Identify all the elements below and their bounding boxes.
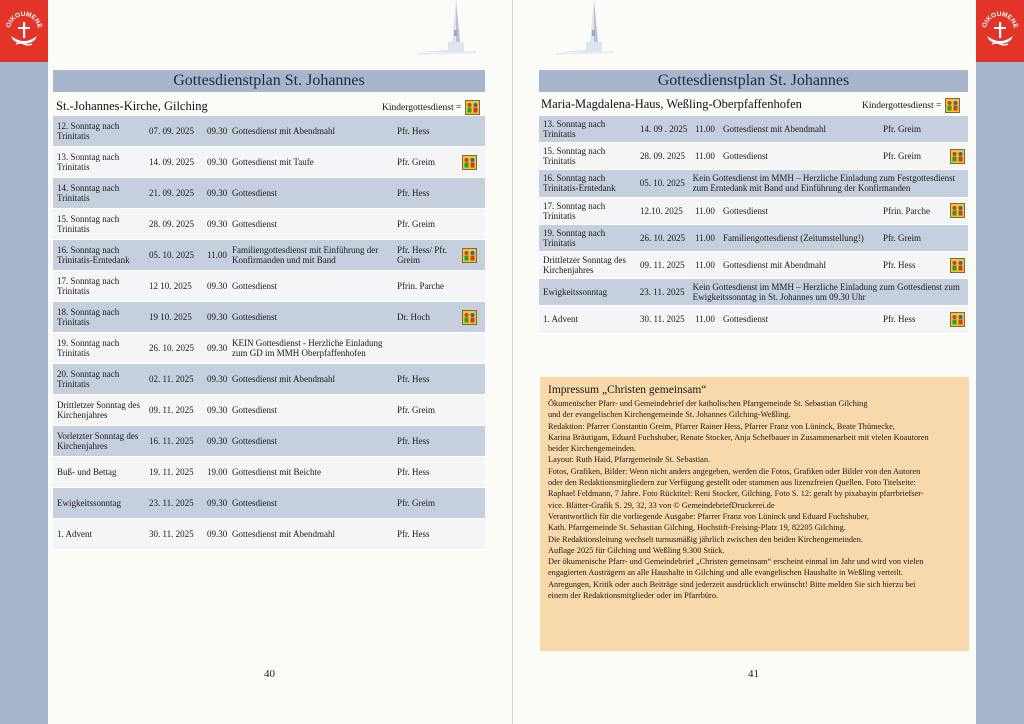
impressum-line: Ökumenischer Pfarr- und Gemeindebrief der katholischen Pfarrgemeinde St. Sebastian Gilching xyxy=(548,399,868,408)
service-date: 28. 09. 2025 xyxy=(640,151,685,162)
service-time: 11.00 xyxy=(695,314,715,325)
service-type: Gottesdienst mit Abendmahl xyxy=(723,124,826,135)
table-row xyxy=(539,279,968,306)
service-type: Gottesdienst xyxy=(232,436,277,446)
kids-cell xyxy=(947,203,967,218)
pastor-name: Pfrin. Parche xyxy=(397,281,444,291)
service-date: 02. 11. 2025 xyxy=(149,374,194,384)
table-row xyxy=(53,302,485,333)
table-row xyxy=(53,240,485,271)
service-date: 12.10. 2025 xyxy=(640,205,683,216)
service-notice: Kein Gottesdienst im MMH – Herzliche Einladung zum Festgottesdienst zum Erntedank mit Band und Einführung der Konfirmanden xyxy=(692,173,956,194)
sunday-name: 1. Advent xyxy=(57,529,92,539)
sunday-name: Ewigkeitssonntag xyxy=(543,287,607,298)
service-date: 26. 10. 2025 xyxy=(149,343,194,353)
sunday-name: 15. Sonntag nach Trinitatis xyxy=(57,214,120,234)
schedule-title: Gottesdienstplan St. Johannes xyxy=(53,70,485,92)
impressum-line: Der ökumenische Pfarr- und Gemeindebrief „Christen gemeinsam“ erscheint einmal im Jahr und wird von vielen xyxy=(548,557,924,567)
service-time: 09.30 xyxy=(207,312,228,322)
impressum-line: Auflage 2025 für Gilching und Weßling 9.300 Stück. xyxy=(548,545,725,555)
impressum-line: vice. Blätter-Grafik S. 29, 32, 33 von © GemeindebriefDruckerei.de xyxy=(548,500,775,510)
page-number: 40 xyxy=(264,668,275,680)
kids-service-icon xyxy=(462,248,477,263)
kids-service-icon xyxy=(950,149,965,164)
table-row xyxy=(53,457,485,488)
impressum-line: Redaktion: Pfarrer Constantin Greim, Pfarrer Rainer Hess, Pfarrer Franz von Lüninck, Beate Thümecke, xyxy=(548,421,895,431)
page-number: 41 xyxy=(748,668,759,680)
pastor-name: Pfr. Hess xyxy=(883,314,916,325)
service-date: 14. 09. 2025 xyxy=(149,157,194,167)
table-row xyxy=(53,519,485,550)
kids-service-icon xyxy=(950,258,965,273)
service-time: 11.00 xyxy=(695,260,715,271)
table-row xyxy=(53,333,485,364)
impressum-line: Layout: Ruth Haid, Pfarrgemeinde St. Sebastian. xyxy=(548,455,711,465)
pastor-name: Pfr. Greim xyxy=(397,405,435,415)
kids-service-icon xyxy=(462,155,477,170)
service-date: 12 10. 2025 xyxy=(149,281,192,291)
service-date: 16. 11. 2025 xyxy=(149,436,194,446)
service-notice: Kein Gottesdienst im MMH – Herzliche Einladung zum Gottesdienst zum Ewigkeitssonntag in St. Johannes um 09.30 Uhr xyxy=(692,282,960,303)
pastor-name: Pfr. Hess xyxy=(397,188,430,198)
kids-cell xyxy=(459,310,479,325)
kids-cell xyxy=(947,312,967,327)
sunday-name: Drittletzer Sonntag des Kirchenjahres xyxy=(57,400,140,420)
pastor-name: Pfr. Hess xyxy=(883,260,916,271)
sunday-name: 17. Sonntag nach Trinitatis xyxy=(57,276,120,296)
table-row xyxy=(53,364,485,395)
service-type: Gottesdienst xyxy=(232,312,277,322)
kids-service-icon xyxy=(950,312,965,327)
service-type: Familiengottesdienst mit Einführung der Konfirmanden und mit Band xyxy=(232,245,379,265)
church-steeple-icon xyxy=(418,0,478,58)
service-type: Gottesdienst xyxy=(723,151,768,162)
impressum-line: Kath. Pfarrgemeinde St. Sebastian Gilching, Hochstift-Freising-Platz 19, 82205 Gilching. xyxy=(548,523,846,533)
pastor-name: Pfr. Hess xyxy=(397,374,430,384)
impressum-box xyxy=(540,377,969,651)
sunday-name: 18. Sonntag nach Trinitatis xyxy=(57,307,120,327)
kids-cell xyxy=(459,248,479,263)
service-time: 09.30 xyxy=(207,157,228,167)
kids-service-icon xyxy=(945,98,960,113)
sunday-name: Ewigkeitssonntag xyxy=(57,498,121,508)
impressum-line: und der evangelischen Kirchengemeinde St. Johannes Gilching-Weßling. xyxy=(548,410,791,420)
impressum-line: beider Kirchengemeinden. xyxy=(548,444,637,454)
pastor-name: Pfr. Hess xyxy=(397,126,430,136)
kids-legend-label: Kindergottesdienst = xyxy=(862,100,942,111)
service-date: 26. 10. 2025 xyxy=(640,232,685,243)
service-date: 19 10. 2025 xyxy=(149,312,192,322)
service-time: 09.30 xyxy=(207,498,228,508)
pastor-name: Pfr. Greim xyxy=(883,151,921,162)
service-date: 09. 11. 2025 xyxy=(149,405,194,415)
impressum-line: engagierten Austrägern an alle Haushalte in Gilching und alle evangelischen Haushalte in Weßling verteilt. xyxy=(548,568,903,578)
table-row xyxy=(539,170,968,197)
service-time: 09.30 xyxy=(207,126,228,136)
sunday-name: 16. Sonntag nach Trinitatis-Erntedank xyxy=(543,173,616,194)
sunday-name: 16. Sonntag nach Trinitatis-Erntedank xyxy=(57,245,130,265)
svg-text:OIKOUMENE: OIKOUMENE xyxy=(981,10,1019,29)
service-date: 30. 11. 2025 xyxy=(149,529,194,539)
pastor-name: Pfr. Hess xyxy=(397,529,430,539)
service-type: Gottesdienst mit Abendmahl xyxy=(232,374,335,384)
impressum-title: Impressum „Christen gemeinsam“ xyxy=(548,384,707,396)
service-time: 11.00 xyxy=(695,205,715,216)
service-type: Gottesdienst mit Beichte xyxy=(232,467,321,477)
table-row xyxy=(53,426,485,457)
service-time: 09.30 xyxy=(207,529,228,539)
service-time: 19.00 xyxy=(207,467,228,477)
service-type: Gottesdienst xyxy=(723,205,768,216)
table-row xyxy=(539,198,968,225)
service-date: 05. 10. 2025 xyxy=(639,178,685,189)
table-row xyxy=(53,395,485,426)
left-margin-strip xyxy=(0,0,48,724)
sunday-name: 14. Sonntag nach Trinitatis xyxy=(57,183,120,203)
pastor-name: Pfr. Greim xyxy=(397,498,435,508)
service-date: 07. 09. 2025 xyxy=(149,126,194,136)
impressum-body xyxy=(548,398,961,601)
pastor-name: Pfr. Greim xyxy=(883,124,921,135)
service-type: Familiengottesdienst (Zeitumstellung!) xyxy=(723,232,864,243)
sunday-name: 13. Sonntag nach Trinitatis xyxy=(57,152,120,172)
service-date: 23. 11. 2025 xyxy=(639,287,685,298)
pastor-name: Dr. Hoch xyxy=(397,312,430,322)
table-row xyxy=(53,178,485,209)
pastor-name: Pfr. Greim xyxy=(397,157,435,167)
impressum-line: Fotos, Grafiken, Bilder: Wenn nicht anders angegeben, werden die Fotos, Grafiken oder Bilder von den Autoren xyxy=(548,466,921,476)
sunday-name: 12. Sonntag nach Trinitatis xyxy=(57,121,120,141)
impressum-line: Die Redaktionsleitung wechselt turnusmäßig jährlich zwischen den beiden Kirchengemeinden. xyxy=(548,534,863,544)
impressum-line: Raphael Feldmann, 7 Jahre. Foto Rücktitel: Reni Stocker, Gilching. Foto S. 12: geralt by pixabayin pfarrbriefser- xyxy=(548,489,924,499)
sunday-name: 15. Sonntag nach Trinitatis xyxy=(543,146,606,167)
pastor-name: Pfr. Greim xyxy=(397,219,435,229)
service-time: 09.30 xyxy=(207,374,228,384)
pastor-name: Pfr. Hess/ Pfr. Greim xyxy=(397,245,448,265)
service-type: Gottesdienst mit Abendmahl xyxy=(232,126,335,136)
kids-legend xyxy=(382,100,480,115)
service-date: 21. 09. 2025 xyxy=(149,188,194,198)
kids-cell xyxy=(947,258,967,273)
impressum-line: Verantwortlich für die vorliegende Ausgabe: Pfarrer Franz von Lüninck und Eduard Fuchshuber, xyxy=(548,511,869,521)
service-date: 05. 10. 2025 xyxy=(149,250,194,260)
impressum-line: einem der Redaktionsmitglieder oder im Pfarrbüro. xyxy=(548,591,719,601)
pastor-name: Pfr. Hess xyxy=(397,436,430,446)
service-time: 09.30 xyxy=(207,405,228,415)
table-row xyxy=(53,271,485,302)
right-margin-strip xyxy=(976,0,1024,724)
sunday-name: Drittletzer Sonntag des Kirchenjahres xyxy=(543,255,626,276)
service-date: 30. 11. 2025 xyxy=(640,314,685,325)
pastor-name: Pfrin. Parche xyxy=(883,205,930,216)
sunday-name: Buß- und Bettag xyxy=(57,467,117,477)
schedule-title: Gottesdienstplan St. Johannes xyxy=(539,70,968,92)
service-type: KEIN Gottesdienst - Herzliche Einladung zum GD im MMH Oberpfaffenhofen xyxy=(232,338,383,358)
pastor-name: Pfr. Greim xyxy=(883,232,921,243)
church-steeple-icon xyxy=(556,0,616,58)
table-row xyxy=(539,143,968,170)
sunday-name: 17. Sonntag nach Trinitatis xyxy=(543,200,606,221)
service-time: 11.00 xyxy=(695,232,715,243)
schedule-table-right xyxy=(539,116,968,334)
service-time: 11.00 xyxy=(695,151,715,162)
sunday-name: 19. Sonntag nach Trinitatis xyxy=(543,227,606,248)
sunday-name: 1. Advent xyxy=(543,314,578,325)
service-date: 23. 11. 2025 xyxy=(149,498,194,508)
table-row xyxy=(539,116,968,143)
oikoumene-logo-icon xyxy=(976,0,1024,62)
impressum-line: Anregungen, Kritik oder auch Beiträge sind jederzeit ausdrücklich erwünscht! Bitte melden Sie sich hierzu bei xyxy=(548,579,916,589)
service-type: Gottesdienst mit Abendmahl xyxy=(232,529,335,539)
service-date: 19. 11. 2025 xyxy=(149,467,194,477)
impressum-line: oder den Redaktionsmitgliedern zur Verfügung gestellt oder stammen aus lizenzfreien Quellen. Foto Titelseite: xyxy=(548,478,916,488)
church-name: Maria-Magdalena-Haus, Weßling-Oberpfaffenhofen xyxy=(541,97,802,111)
service-time: 09.30 xyxy=(207,343,228,353)
kids-cell xyxy=(947,149,967,164)
service-type: Gottesdienst xyxy=(232,405,277,415)
sunday-name: 20. Sonntag nach Trinitatis xyxy=(57,369,120,389)
service-time: 09.30 xyxy=(207,188,228,198)
table-row xyxy=(539,225,968,252)
service-time: 11.00 xyxy=(207,250,227,260)
service-type: Gottesdienst xyxy=(232,188,277,198)
pastor-name: Pfr. Hess xyxy=(397,467,430,477)
service-date: 28. 09. 2025 xyxy=(149,219,194,229)
service-date: 09. 11. 2025 xyxy=(640,260,685,271)
table-row xyxy=(53,209,485,240)
oikoumene-logo-icon xyxy=(0,0,48,62)
sunday-name: 13. Sonntag nach Trinitatis xyxy=(543,119,606,140)
service-time: 11.00 xyxy=(695,124,715,135)
service-type: Gottesdienst xyxy=(723,314,768,325)
service-time: 09.30 xyxy=(207,219,228,229)
kids-legend xyxy=(862,98,960,113)
service-type: Gottesdienst mit Abendmahl xyxy=(723,260,826,271)
schedule-table-left xyxy=(53,116,485,550)
kids-service-icon xyxy=(462,310,477,325)
service-date: 14. 09 . 2025 xyxy=(640,124,688,135)
sunday-name: 19. Sonntag nach Trinitatis xyxy=(57,338,120,358)
table-row xyxy=(53,147,485,178)
service-type: Gottesdienst xyxy=(232,219,277,229)
impressum-line: Karina Bräutigam, Eduard Fuchshuber, Renate Stocker, Anja Schefbauer in Zusammenarbeit mit vielen Koautoren xyxy=(548,432,929,442)
kids-cell xyxy=(459,155,479,170)
kids-legend-label: Kindergottesdienst = xyxy=(382,102,462,113)
church-name: St.-Johannes-Kirche, Gilching xyxy=(56,99,208,113)
kids-service-icon xyxy=(465,100,480,115)
svg-text:OIKOUMENE: OIKOUMENE xyxy=(5,10,43,29)
kids-service-icon xyxy=(950,203,965,218)
table-row xyxy=(539,252,968,279)
table-row xyxy=(539,306,968,333)
service-type: Gottesdienst xyxy=(232,281,277,291)
sunday-name: Vorletzter Sonntag des Kirchenjahres xyxy=(57,431,139,451)
service-time: 09.30 xyxy=(207,281,228,291)
service-type: Gottesdienst xyxy=(232,498,277,508)
table-row xyxy=(53,116,485,147)
service-time: 09.30 xyxy=(207,436,228,446)
service-type: Gottesdienst mit Taufe xyxy=(232,157,314,167)
table-row xyxy=(53,488,485,519)
